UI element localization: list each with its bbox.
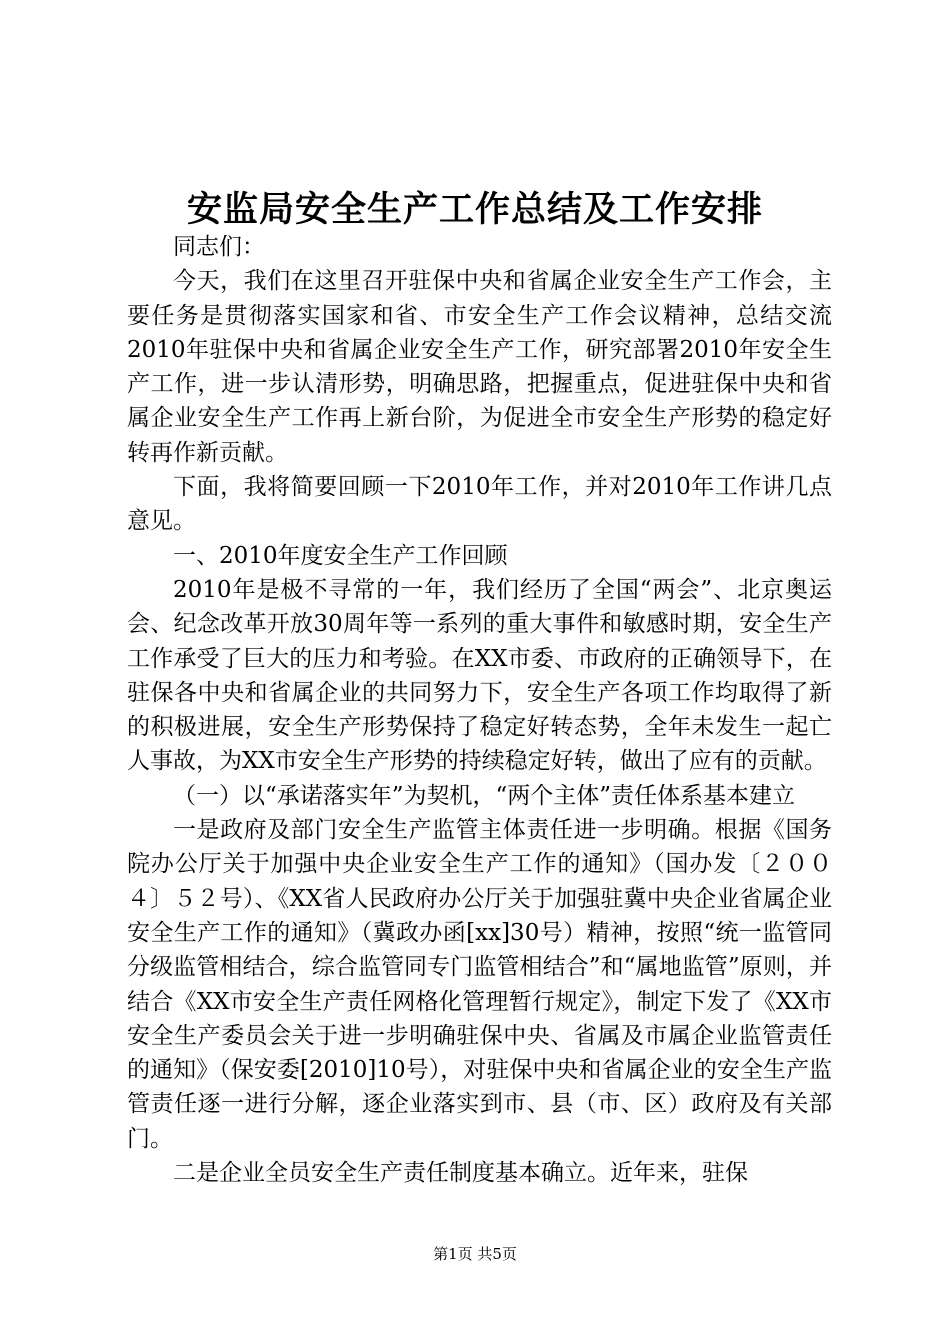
paragraph: 今天，我们在这里召开驻保中央和省属企业安全生产工作会，主要任务是贯彻落实国家和省、市安全生产工作会议精神，总结交流2010年驻保中央和省属企业安全生产工作，研究部署2010年安全生产工作，进一步认清形势，明确思路，把握重点，促进驻保中央和省属企业安全生产工作再上新台阶，为促进全市安全生产形势的稳定好转再作新贡献。 [127, 268, 832, 466]
document-title: 安监局安全生产工作总结及工作安排 [186, 189, 763, 230]
subsection-heading: （一）以“承诺落实年”为契机，“两个主体”责任体系基本建立 [173, 782, 796, 809]
paragraph: 二是企业全员安全生产责任制度基本确立。近年来，驻保 [173, 1160, 748, 1187]
paragraph: 下面，我将简要回顾一下2010年工作，并对2010年工作讲几点意见。 [127, 474, 832, 535]
document-body [127, 230, 832, 1190]
salutation: 同志们： [173, 234, 265, 260]
page-number: 第1页 共5页 [433, 1245, 517, 1263]
paragraph: 2010年是极不寻常的一年，我们经历了全国“两会”、北京奥运会、纪念改革开放30周年等一系列的重大事件和敏感时期，安全生产工作承受了巨大的压力和考验。在XX市委、市政府的正确领导下，在驻保各中央和省属企业的共同努力下，安全生产各项工作均取得了新的积极进展，安全生产形势保持了稳定好转态势，全年未发生一起亡人事故，为XX市安全生产形势的持续稳定好转，做出了应有的贡献。 [127, 576, 832, 775]
page-footer [0, 1243, 950, 1265]
paragraph: 一是政府及部门安全生产监管主体责任进一步明确。根据《国务院办公厅关于加强中央企业安全生产工作的通知》（国办发〔２００４〕５２号）、《XX省人民政府办公厅关于加强驻冀中央企业省属企业安全生产工作的通知》（冀政办函[xx]30号）精神，按照“统一监管同分级监管相结合，综合监管同专门监管相结合”和“属地监管”原则，并结合《XX市安全生产责任网格化管理暂行规定》，制定下发了《XX市安全生产委员会关于进一步明确驻保中央、省属及市属企业监管责任的通知》（保安委[2010]10号），对驻保中央和省属企业的安全生产监管责任逐一进行分解，逐企业落实到市、县（市、区）政府及有关部门。 [127, 817, 832, 1152]
section-heading: 一、2010年度安全生产工作回顾 [173, 542, 508, 569]
